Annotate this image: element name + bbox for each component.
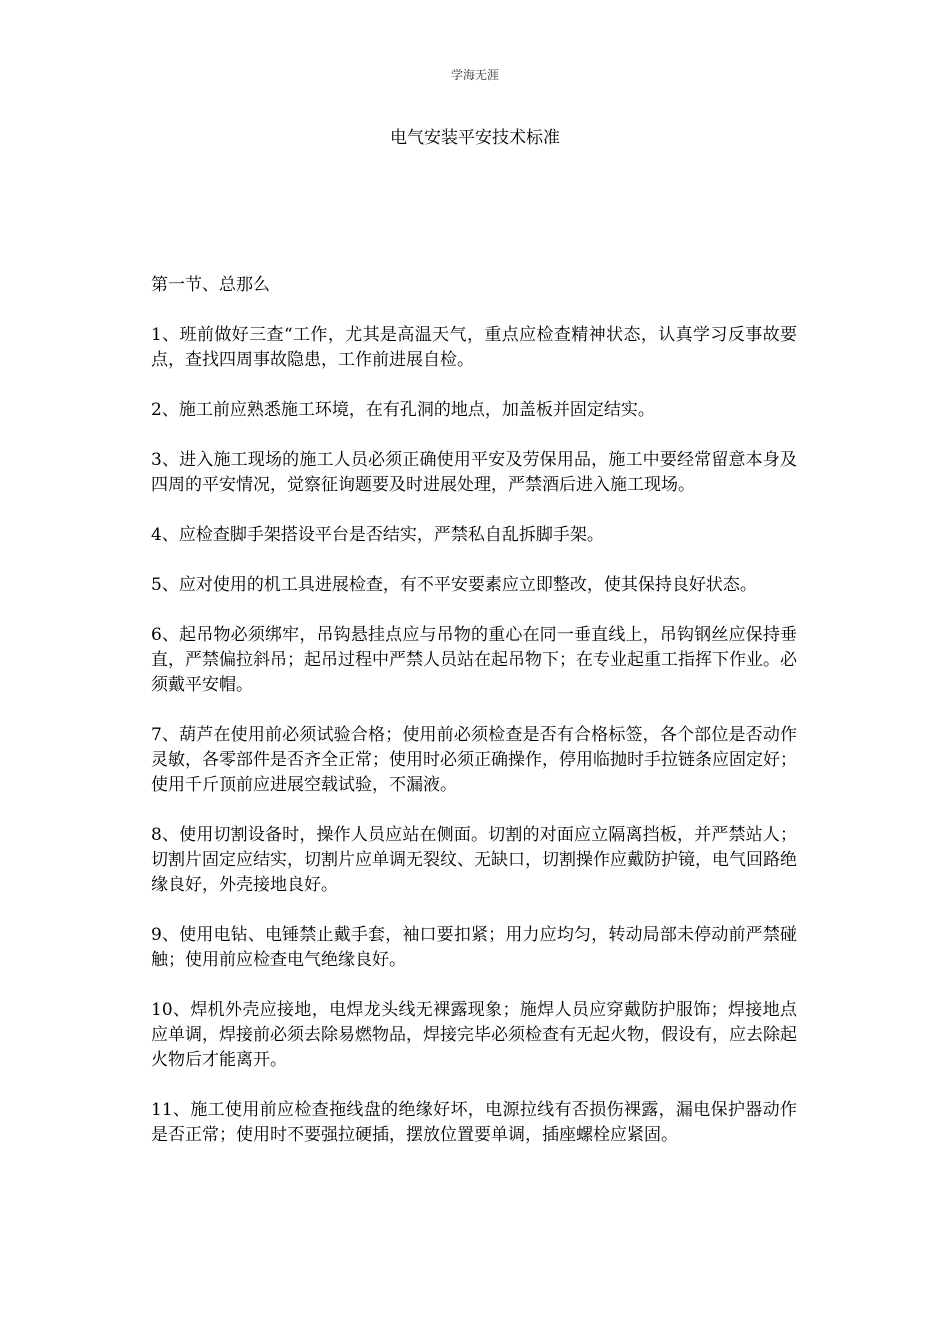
paragraph-2: 2、施工前应熟悉施工环境，在有孔洞的地点，加盖板并固定结实。 (151, 400, 655, 420)
document-title: 电气安装平安技术标准 (390, 128, 560, 148)
paragraph-3: 3、进入施工现场的施工人员必须正确使用平安及劳保用品，施工中要经常留意本身及四周的平安情况，觉察征询题要及时进展处理，严禁酒后进入施工现场。 (151, 450, 797, 495)
paragraph-9: 9、使用电钻、电锤禁止戴手套，袖口要扣紧；用力应均匀，转动局部未停动前严禁碰触；使用前应检查电气绝缘良好。 (151, 925, 797, 970)
paragraph-4: 4、应检查脚手架搭设平台是否结实，严禁私自乱拆脚手架。 (151, 525, 604, 545)
paragraph-8: 8、使用切割设备时，操作人员应站在侧面。切割的对面应立隔离挡板，并严禁站人；切割片固定应结实，切割片应单调无裂纹、无缺口，切割操作应戴防护镜，电气回路绝缘良好，外壳接地良好。 (151, 825, 797, 895)
paragraph-5: 5、应对使用的机工具进展检查，有不平安要素应立即整改，使其保持良好状态。 (151, 575, 757, 595)
paragraph-7: 7、葫芦在使用前必须试验合格；使用前必须检查是否有合格标签，各个部位是否动作灵敏，各零部件是否齐全正常；使用时必须正确操作，停用临抛时手拉链条应固定好；使用千斤顶前应进展空载试验，不漏液。 (151, 725, 797, 795)
paragraph-10: 10、焊机外壳应接地，电焊龙头线无裸露现象；施焊人员应穿戴防护服饰；焊接地点应单调，焊接前必须去除易燃物品，焊接完毕必须检查有无起火物，假设有，应去除起火物后才能离开。 (151, 1000, 797, 1070)
page-header: 学海无涯 (450, 68, 499, 82)
paragraph-6: 6、起吊物必须绑牢，吊钩悬挂点应与吊物的重心在同一垂直线上，吊钩钢丝应保持垂直，严禁偏拉斜吊；起吊过程中严禁人员站在起吊物下；在专业起重工指挥下作业。必须戴平安帽。 (151, 625, 797, 695)
paragraph-1: 1、班前做好三查“工作，尤其是高温天气，重点应检查精神状态，认真学习反事故要点，查找四周事故隐患，工作前进展自检。 (151, 325, 797, 370)
section-heading: 第一节、总那么 (151, 275, 270, 295)
document-body (151, 273, 797, 1173)
paragraph-11: 11、施工使用前应检查拖线盘的绝缘好坏，电源拉线有否损伤裸露，漏电保护器动作是否正常；使用时不要强拉硬插，摆放位置要单调，插座螺栓应紧固。 (151, 1100, 797, 1145)
